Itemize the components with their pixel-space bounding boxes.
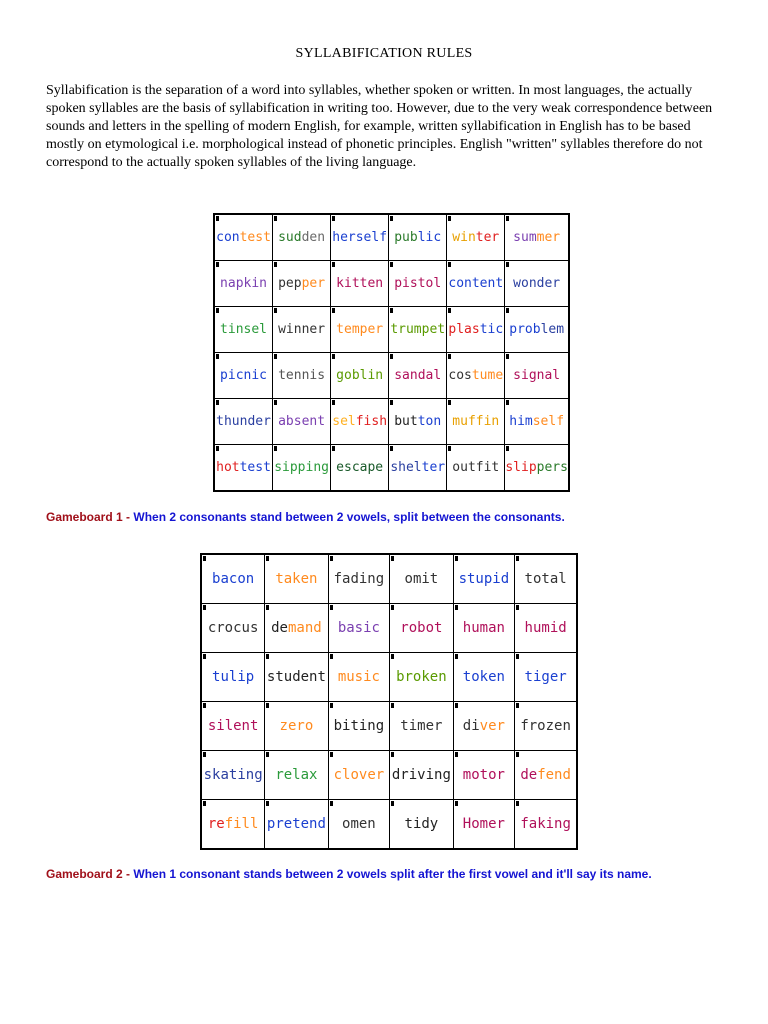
board-row [214,399,569,445]
syllable: ver [358,767,385,783]
syllable: ting [350,718,385,734]
syllable: ding [350,571,385,587]
syllable: mid [541,620,567,636]
syllable: dal [417,368,442,383]
word-cell [505,307,569,353]
syllable: her [332,230,356,245]
syllable: san [394,368,418,383]
syllable: won [513,276,537,291]
syllable: ten [359,276,384,291]
syllable: men [350,816,376,832]
word-cell [201,604,265,653]
syllable: con [228,571,255,587]
syllable: sic [354,620,380,636]
syllable: sud [278,230,302,245]
syllable: tem [336,322,360,337]
word-cell [505,445,569,492]
syllable: out [452,460,476,475]
syllable: pre [266,816,293,832]
syllable: tal [541,571,567,587]
gameboard-1-separator: - [122,510,134,524]
syllable: hu [524,620,542,636]
word-cell [201,702,265,751]
word-cell [328,751,390,800]
word-cell [389,307,447,353]
word-cell [515,554,577,604]
syllable: fa [333,571,351,587]
syllable: fa [520,816,538,832]
word-cell [390,800,453,850]
board-row [214,307,569,353]
word-cell [328,702,390,751]
word-cell [331,399,389,445]
syllable: hu [462,620,480,636]
word-cell [214,261,273,307]
board-row [201,751,577,800]
syllable: pep [278,276,302,291]
word-cell [331,214,389,261]
syllable: den [301,230,326,245]
word-cell [331,261,389,307]
syllable: lip [228,669,255,685]
gameboard-2-grid [200,553,578,850]
word-cell [505,353,569,399]
syllable: mit [412,571,439,587]
word-cell [273,353,331,399]
syllable: ping [297,460,329,475]
word-cell [447,353,505,399]
syllable: prob [509,322,541,337]
syllable: ger [541,669,567,685]
word-cell [265,604,328,653]
syllable: bot [417,620,443,636]
syllable: ner [301,322,326,337]
syllable: mer [479,816,505,832]
syllable: mo [462,767,480,783]
word-cell [201,800,265,850]
syllable: pub [394,230,418,245]
syllable: bro [396,669,422,685]
gameboard-2-caption [46,867,652,881]
word-cell [453,653,515,702]
syllable: ti [524,669,542,685]
syllable: self [355,230,388,245]
syllable: him [509,414,533,429]
syllable: ten [278,368,302,383]
word-cell [453,751,515,800]
syllable: mer [536,230,561,245]
word-cell [505,399,569,445]
word-cell [265,554,328,604]
syllable: kit [336,276,360,291]
syllable: ba [212,571,229,587]
word-cell [201,554,265,604]
syllable: cos [448,368,472,383]
word-cell [273,214,331,261]
word-cell [447,261,505,307]
syllable: pid [483,571,510,587]
syllable: re [207,816,225,832]
syllable: ze [279,718,297,734]
word-cell [447,307,505,353]
syllable: o [404,571,413,587]
syllable: sic [354,669,380,685]
syllable: to [462,669,480,685]
syllable: ska [203,767,229,783]
word-cell [453,554,515,604]
syllable: sip [274,460,298,475]
syllable: ving [417,767,451,783]
syllable: sum [513,230,537,245]
word-cell [447,445,505,492]
word-cell [453,604,515,653]
syllable: pet [421,322,446,337]
word-cell [331,445,389,492]
word-cell [515,604,577,653]
syllable: dri [391,767,418,783]
word-cell [214,399,273,445]
syllable: der [536,276,561,291]
word-cell [273,445,331,492]
syllable: ba [337,620,355,636]
syllable: ti [404,816,422,832]
word-cell [453,702,515,751]
syllable: kin [243,276,268,291]
syllable: king [537,816,571,832]
word-cell [214,353,273,399]
syllable: lic [417,230,442,245]
syllable: tent [471,276,504,291]
word-cell [265,751,328,800]
syllable: mu [337,669,355,685]
syllable: tu [212,669,229,685]
syllable: ton [417,414,442,429]
syllable: ver [479,718,505,734]
syllable: self [532,414,565,429]
gameboard-1-label: Gameboard 1 [46,510,123,524]
syllable: nal [536,368,561,383]
syllable: trum [390,322,422,337]
syllable: per [301,276,326,291]
syllable: zen [545,718,571,734]
syllable: to [524,571,542,587]
syllable: pic [220,368,244,383]
syllable: cro [207,620,234,636]
syllable: tend [292,816,326,832]
syllable: lin [359,368,384,383]
syllable: ter [475,230,500,245]
syllable: fro [520,718,546,734]
board-row [201,604,577,653]
syllable: hot [216,460,240,475]
syllable: slip [505,460,537,475]
word-cell [265,702,328,751]
word-cell [201,751,265,800]
syllable: stu [458,571,484,587]
word-cell [453,800,515,850]
syllable: win [452,230,476,245]
word-cell [515,702,577,751]
syllable: sel [243,322,268,337]
word-cell [505,214,569,261]
word-cell [389,353,447,399]
word-cell [201,653,265,702]
syllable: es [336,460,352,475]
syllable: gob [336,368,360,383]
word-cell [390,751,453,800]
word-cell [273,261,331,307]
word-cell [214,214,273,261]
word-cell [265,653,328,702]
syllable: ken [479,669,505,685]
syllable: con [448,276,472,291]
board-row [201,554,577,604]
syllable: tic [479,322,504,337]
word-cell [515,751,577,800]
word-cell [328,653,390,702]
word-cell [265,800,328,850]
syllable: con [216,230,240,245]
syllable: o [342,816,351,832]
syllable: ti [400,718,418,734]
syllable: fit [475,460,500,475]
syllable: sent [293,414,326,429]
syllable: but [394,414,418,429]
syllable: ab [278,414,294,429]
gameboard-1-caption [46,510,565,524]
word-cell [390,702,453,751]
board-row [214,261,569,307]
gameboard-2-rule: When 1 consonant stands between 2 vowels split after the first vowel and it'll say its name. [133,867,652,881]
syllable: ta [275,571,293,587]
syllable: ken [421,669,447,685]
syllable: fill [224,816,259,832]
syllable: Ho [462,816,480,832]
syllable: sig [513,368,537,383]
word-cell [331,353,389,399]
word-cell [447,214,505,261]
syllable: lent [224,718,259,734]
syllable: pis [394,276,418,291]
syllable: muf [452,414,476,429]
gameboard-2-separator: - [122,867,134,881]
word-cell [389,214,447,261]
syllable: bi [333,718,351,734]
syllable: tol [417,276,442,291]
gameboard-2-label: Gameboard 2 [46,867,123,881]
word-cell [390,653,453,702]
board-row [201,653,577,702]
syllable: nic [243,368,268,383]
syllable: tor [479,767,505,783]
syllable: man [479,620,505,636]
syllable: tume [471,368,504,383]
syllable: tin [220,322,244,337]
syllable: ting [228,767,263,783]
syllable: cape [351,460,384,475]
syllable: di [462,718,480,734]
syllable: nis [301,368,326,383]
syllable: dy [421,816,439,832]
word-cell [273,399,331,445]
syllable: sel [332,414,356,429]
syllable: der [247,414,271,429]
syllable: pers [536,460,568,475]
syllable: si [207,718,225,734]
board-row [201,702,577,751]
word-cell [328,800,390,850]
gameboard-1-grid [213,213,570,492]
syllable: lax [292,767,318,783]
word-cell [214,307,273,353]
syllable: stu [266,669,293,685]
syllable: de [520,767,538,783]
syllable: lem [540,322,565,337]
syllable: plas [448,322,480,337]
board-row [201,800,577,850]
syllable: test [239,460,271,475]
board-row [214,214,569,261]
syllable: re [275,767,293,783]
word-cell [328,604,390,653]
syllable: mand [287,620,322,636]
syllable: dent [292,669,326,685]
syllable: fish [355,414,388,429]
syllable: de [271,620,288,636]
word-cell [515,800,577,850]
word-cell [389,399,447,445]
intro-paragraph: Syllabification is the separation of a word into syllables, whether spoken or written. In most languages, the actually spoken syllables are the basis of syllabification in writing too. However, due to the very weak correspondence between sounds and letters in the spelling of modern English, for example, written syllabification in English has to be based mostly on etymological i.e. morphological instead of phonetic principles. English "written" syllables therefore do not correspond to the actually spoken syllables of the living language. [46,83,713,170]
word-cell [390,604,453,653]
page-title: SYLLABIFICATION RULES [295,46,473,61]
syllable: ro [400,620,418,636]
syllable: test [239,230,271,245]
word-cell [515,653,577,702]
syllable: shel [390,460,422,475]
board-row [214,445,569,492]
syllable: nap [220,276,244,291]
syllable: win [278,322,302,337]
syllable: per [359,322,384,337]
word-cell [331,307,389,353]
syllable: fend [537,767,571,783]
word-cell [389,445,447,492]
word-cell [390,554,453,604]
word-cell [214,445,273,492]
syllable: mer [417,718,443,734]
board-row [214,353,569,399]
syllable: thun [216,414,248,429]
word-cell [505,261,569,307]
syllable: ter [421,460,446,475]
syllable: fin [475,414,500,429]
syllable: ro [296,718,314,734]
syllable: ken [292,571,318,587]
syllable: clo [333,767,359,783]
syllable: cus [233,620,259,636]
word-cell [447,399,505,445]
word-cell [273,307,331,353]
gameboard-1-rule: When 2 consonants stand between 2 vowels, split between the consonants. [133,510,565,524]
word-cell [389,261,447,307]
word-cell [328,554,390,604]
